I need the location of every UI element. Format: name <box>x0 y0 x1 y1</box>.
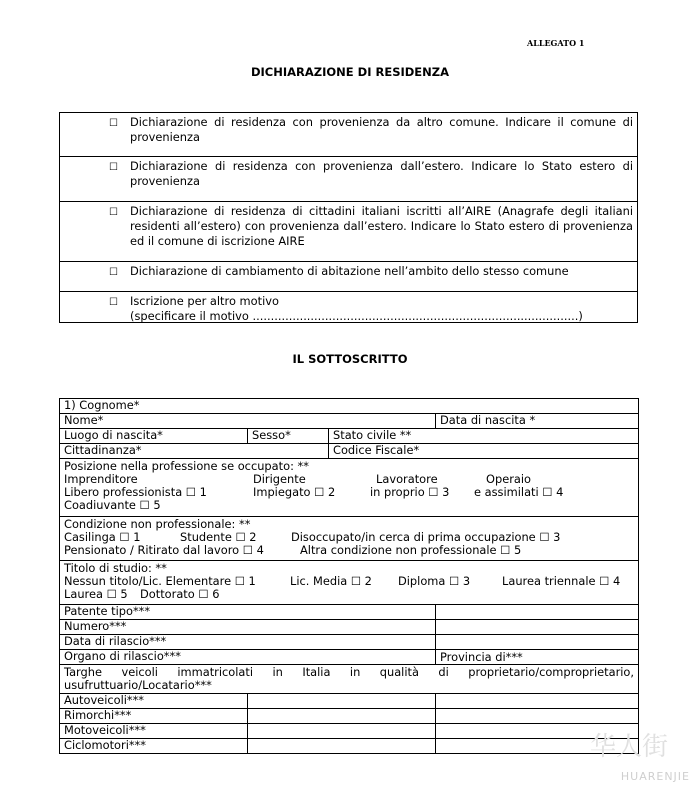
studio-row-2 <box>64 588 634 601</box>
numero-field[interactable]: Numero*** <box>60 620 436 635</box>
professione-field <box>60 459 639 517</box>
option-label: Dichiarazione di cambiamento di abitazione nell’ambito dello stesso comune <box>130 264 569 278</box>
cittadinanza-field[interactable]: Cittadinanza* <box>60 444 329 459</box>
opt-libero-professionista[interactable]: Libero professionista ☐ 1 <box>64 485 207 499</box>
luogo-nascita-field[interactable]: Luogo di nascita* <box>60 429 248 444</box>
autoveicoli-field[interactable]: Autoveicoli*** <box>60 694 248 709</box>
opt-disoccupato[interactable]: Disoccupato/in cerca di prima occupazione ☐ 3 <box>291 530 561 544</box>
numero-value[interactable] <box>436 620 639 635</box>
autoveicoli-value-2[interactable] <box>436 694 639 709</box>
ciclomotori-field[interactable]: Ciclomotori*** <box>60 739 248 754</box>
data-rilascio-field[interactable]: Data di rilascio*** <box>60 635 436 650</box>
option-label: Dichiarazione di residenza con provenienza da altro comune. Indicare il comune di provenienza <box>130 115 633 144</box>
professione-title: Posizione nella professione se occupato: ** <box>64 459 309 473</box>
opt-lic-media[interactable]: Lic. Media ☐ 2 <box>290 574 372 588</box>
codice-fiscale-field[interactable]: Codice Fiscale* <box>329 444 639 459</box>
opt-nessun-titolo[interactable]: Nessun titolo/Lic. Elementare ☐ 1 <box>64 574 256 588</box>
stato-civile-field[interactable]: Stato civile ** <box>329 429 639 444</box>
opt-lavoratore: Lavoratore <box>376 472 438 486</box>
patente-field[interactable]: Patente tipo*** <box>60 605 436 620</box>
data-nascita-field[interactable]: Data di nascita * <box>436 414 639 429</box>
provincia-field[interactable]: Provincia di*** <box>436 650 639 665</box>
opt-studente[interactable]: Studente ☐ 2 <box>180 530 257 544</box>
opt-pensionato[interactable]: Pensionato / Ritirato dal lavoro ☐ 4 <box>64 543 264 557</box>
checkbox-icon[interactable]: ☐ <box>109 267 118 278</box>
option-altro-comune[interactable] <box>60 113 637 157</box>
autoveicoli-value-1[interactable] <box>248 694 436 709</box>
motoveicoli-value-1[interactable] <box>248 724 436 739</box>
declaration-options <box>59 112 638 323</box>
option-altro-motivo[interactable] <box>60 292 637 322</box>
option-cambio-abitazione[interactable] <box>60 262 637 292</box>
studio-title: Titolo di studio: ** <box>64 561 167 575</box>
checkbox-icon[interactable]: ☐ <box>109 207 118 218</box>
option-aire[interactable] <box>60 202 637 262</box>
organo-rilascio-field[interactable]: Organo di rilascio*** <box>60 650 436 665</box>
professione-row-3 <box>64 499 634 512</box>
option-estero[interactable] <box>60 157 637 202</box>
option-label-main: Iscrizione per altro motivo <box>130 294 279 308</box>
checkbox-icon[interactable]: ☐ <box>109 118 118 129</box>
patente-value[interactable] <box>436 605 639 620</box>
rimorchi-value-2[interactable] <box>436 709 639 724</box>
sesso-field[interactable]: Sesso* <box>248 429 329 444</box>
opt-laurea-triennale[interactable]: Laurea triennale ☐ 4 <box>502 574 621 588</box>
opt-diploma[interactable]: Diploma ☐ 3 <box>398 574 471 588</box>
opt-altra-condizione[interactable]: Altra condizione non professionale ☐ 5 <box>300 543 522 557</box>
allegato-label: ALLEGATO 1 <box>527 38 585 48</box>
nome-field[interactable]: Nome* <box>60 414 436 429</box>
option-label: Dichiarazione di residenza di cittadini italiani iscritti all’AIRE (Anagrafe degli italiani residenti all’estero) con provenienza dall’estero. Indicare lo Stato estero di provenienza ed il comune di iscrizione AIRE <box>130 204 633 248</box>
opt-in-proprio[interactable]: in proprio ☐ 3 <box>370 485 450 499</box>
opt-dottorato[interactable]: Dottorato ☐ 6 <box>140 587 220 601</box>
option-label-specify[interactable]: (specificare il motivo ..........................................................................................) <box>130 309 583 323</box>
checkbox-icon[interactable]: ☐ <box>109 162 118 173</box>
rimorchi-field[interactable]: Rimorchi*** <box>60 709 248 724</box>
opt-casalinga[interactable]: Casilinga ☐ 1 <box>64 530 141 544</box>
opt-laurea[interactable]: Laurea ☐ 5 <box>64 587 128 601</box>
opt-impiegato[interactable]: Impiegato ☐ 2 <box>253 485 336 499</box>
personal-data-form <box>59 398 639 754</box>
cognome-field[interactable]: 1) Cognome* <box>60 399 639 414</box>
condizione-field <box>60 517 639 561</box>
data-rilascio-value[interactable] <box>436 635 639 650</box>
condizione-title: Condizione non professionale: ** <box>64 517 251 531</box>
option-label: Dichiarazione di residenza con provenienza dall’estero. Indicare lo Stato estero di provenienza <box>130 159 633 188</box>
studio-field <box>60 561 639 605</box>
opt-imprenditore: Imprenditore <box>64 472 138 486</box>
opt-operaio: Operaio <box>486 472 532 486</box>
watermark-logo: 华人街 <box>589 732 668 762</box>
rimorchi-value-1[interactable] <box>248 709 436 724</box>
ciclomotori-value-1[interactable] <box>248 739 436 754</box>
section-title: IL SOTTOSCRITTO <box>292 352 408 366</box>
opt-dirigente: Dirigente <box>253 472 306 486</box>
opt-assimilati[interactable]: e assimilati ☐ 4 <box>474 485 564 499</box>
targhe-field: Targhe veicoli immatricolati in Italia in qualità di proprietario/comproprietario, usufruttuario/Locatario*** <box>60 665 639 694</box>
opt-coadiuvante[interactable]: Coadiuvante ☐ 5 <box>64 498 161 512</box>
motoveicoli-field[interactable]: Motoveicoli*** <box>60 724 248 739</box>
condizione-row-2 <box>64 544 634 557</box>
checkbox-icon[interactable]: ☐ <box>109 297 118 308</box>
option-label <box>130 294 633 324</box>
document-title: DICHIARAZIONE DI RESIDENZA <box>250 65 450 79</box>
watermark-text: HUARENJIE <box>620 770 690 783</box>
